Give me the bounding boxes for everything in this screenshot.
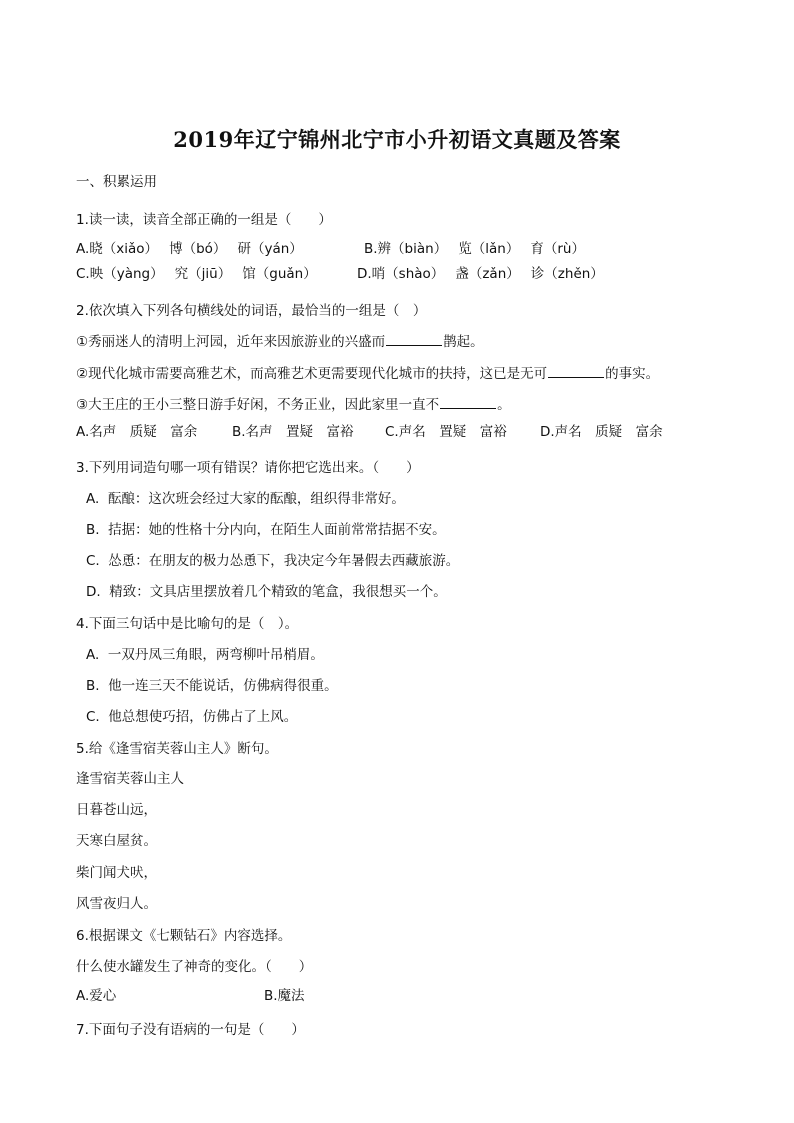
poem-title: 逢雪宿芙蓉山主人 xyxy=(76,771,184,787)
section-heading: 一、积累运用 xyxy=(76,174,157,190)
sentence-3-tail: 。 xyxy=(497,397,511,413)
question-2-option-c: C.声名 置疑 富裕 xyxy=(385,424,507,440)
question-1-option-a: A.晓（xiǎo） 博（bó） 研（yán） xyxy=(76,241,303,257)
question-1-option-b: B.辨（biàn） 览（lǎn） 育（rù） xyxy=(364,241,585,257)
question-5-stem: 5.给《逢雪宿芙蓉山主人》断句。 xyxy=(76,741,278,757)
question-6-stem: 6.根据课文《七颗钻石》内容选择。 xyxy=(76,928,292,944)
question-7-stem: 7.下面句子没有语病的一句是（ ） xyxy=(76,1022,305,1038)
question-6-option-b: B.魔法 xyxy=(264,988,305,1004)
sentence-3-text: ③大王庄的王小三整日游手好闲，不务正业，因此家里一直不 xyxy=(76,397,440,413)
question-3-stem: 3.下列用词造句哪一项有错误？请你把它选出来。（ ） xyxy=(76,460,420,476)
question-2-sentence-3 xyxy=(76,395,511,414)
poem-line-4: 风雪夜归人。 xyxy=(76,896,157,912)
question-1-stem: 1.读一读，读音全部正确的一组是（ ） xyxy=(76,212,332,228)
question-3-option-a: A. 酝酿：这次班会经过大家的酝酿，组织得非常好。 xyxy=(86,491,405,507)
question-4-option-c: C. 他总想使巧招，仿佛占了上风。 xyxy=(86,709,298,725)
question-4-option-b: B. 他一连三天不能说话，仿佛病得很重。 xyxy=(86,678,338,694)
question-3-option-d: D. 精致：文具店里摆放着几个精致的笔盒，我很想买一个。 xyxy=(86,584,447,600)
fill-blank xyxy=(548,364,604,378)
question-6-subquestion: 什么使水罐发生了神奇的变化。（ ） xyxy=(76,959,313,975)
question-2-sentence-2 xyxy=(76,364,659,383)
sentence-1-text: ①秀丽迷人的清明上河园，近年来因旅游业的兴盛而 xyxy=(76,334,386,350)
question-2-stem: 2.依次填入下列各句横线处的词语，最恰当的一组是（ ） xyxy=(76,303,427,319)
question-2-option-d: D.声名 质疑 富余 xyxy=(540,424,663,440)
question-1-option-c: C.映（yàng） 究（jiū） 馆（guǎn） xyxy=(76,266,317,282)
question-3-option-c: C. 怂恿：在朋友的极力怂恿下，我决定今年暑假去西藏旅游。 xyxy=(86,553,460,569)
question-2-option-b: B.名声 置疑 富裕 xyxy=(232,424,354,440)
poem-line-1: 日暮苍山远， xyxy=(76,802,157,818)
fill-blank xyxy=(386,332,442,346)
question-2-sentence-1 xyxy=(76,332,484,351)
question-1-option-d: D.哨（shào） 盏（zǎn） 诊（zhěn） xyxy=(357,266,604,282)
question-6-option-a: A.爱心 xyxy=(76,988,117,1004)
question-2-option-a: A.名声 质疑 富余 xyxy=(76,424,198,440)
sentence-2-tail: 的事实。 xyxy=(605,366,660,382)
question-3-option-b: B. 拮据：她的性格十分内向，在陌生人面前常常拮据不安。 xyxy=(86,522,446,538)
poem-line-2: 天寒白屋贫。 xyxy=(76,833,157,849)
question-4-option-a: A. 一双丹凤三角眼，两弯柳叶吊梢眉。 xyxy=(86,647,324,663)
sentence-2-text: ②现代化城市需要高雅艺术，而高雅艺术更需要现代化城市的扶持，这已是无可 xyxy=(76,366,548,382)
fill-blank xyxy=(440,395,496,409)
question-4-stem: 4.下面三句话中是比喻句的是（ ）。 xyxy=(76,616,299,632)
poem-line-3: 柴门闻犬吠， xyxy=(76,865,157,881)
page-title: 2019年辽宁锦州北宁市小升初语文真题及答案 xyxy=(173,127,621,152)
sentence-1-tail: 鹊起。 xyxy=(443,334,484,350)
